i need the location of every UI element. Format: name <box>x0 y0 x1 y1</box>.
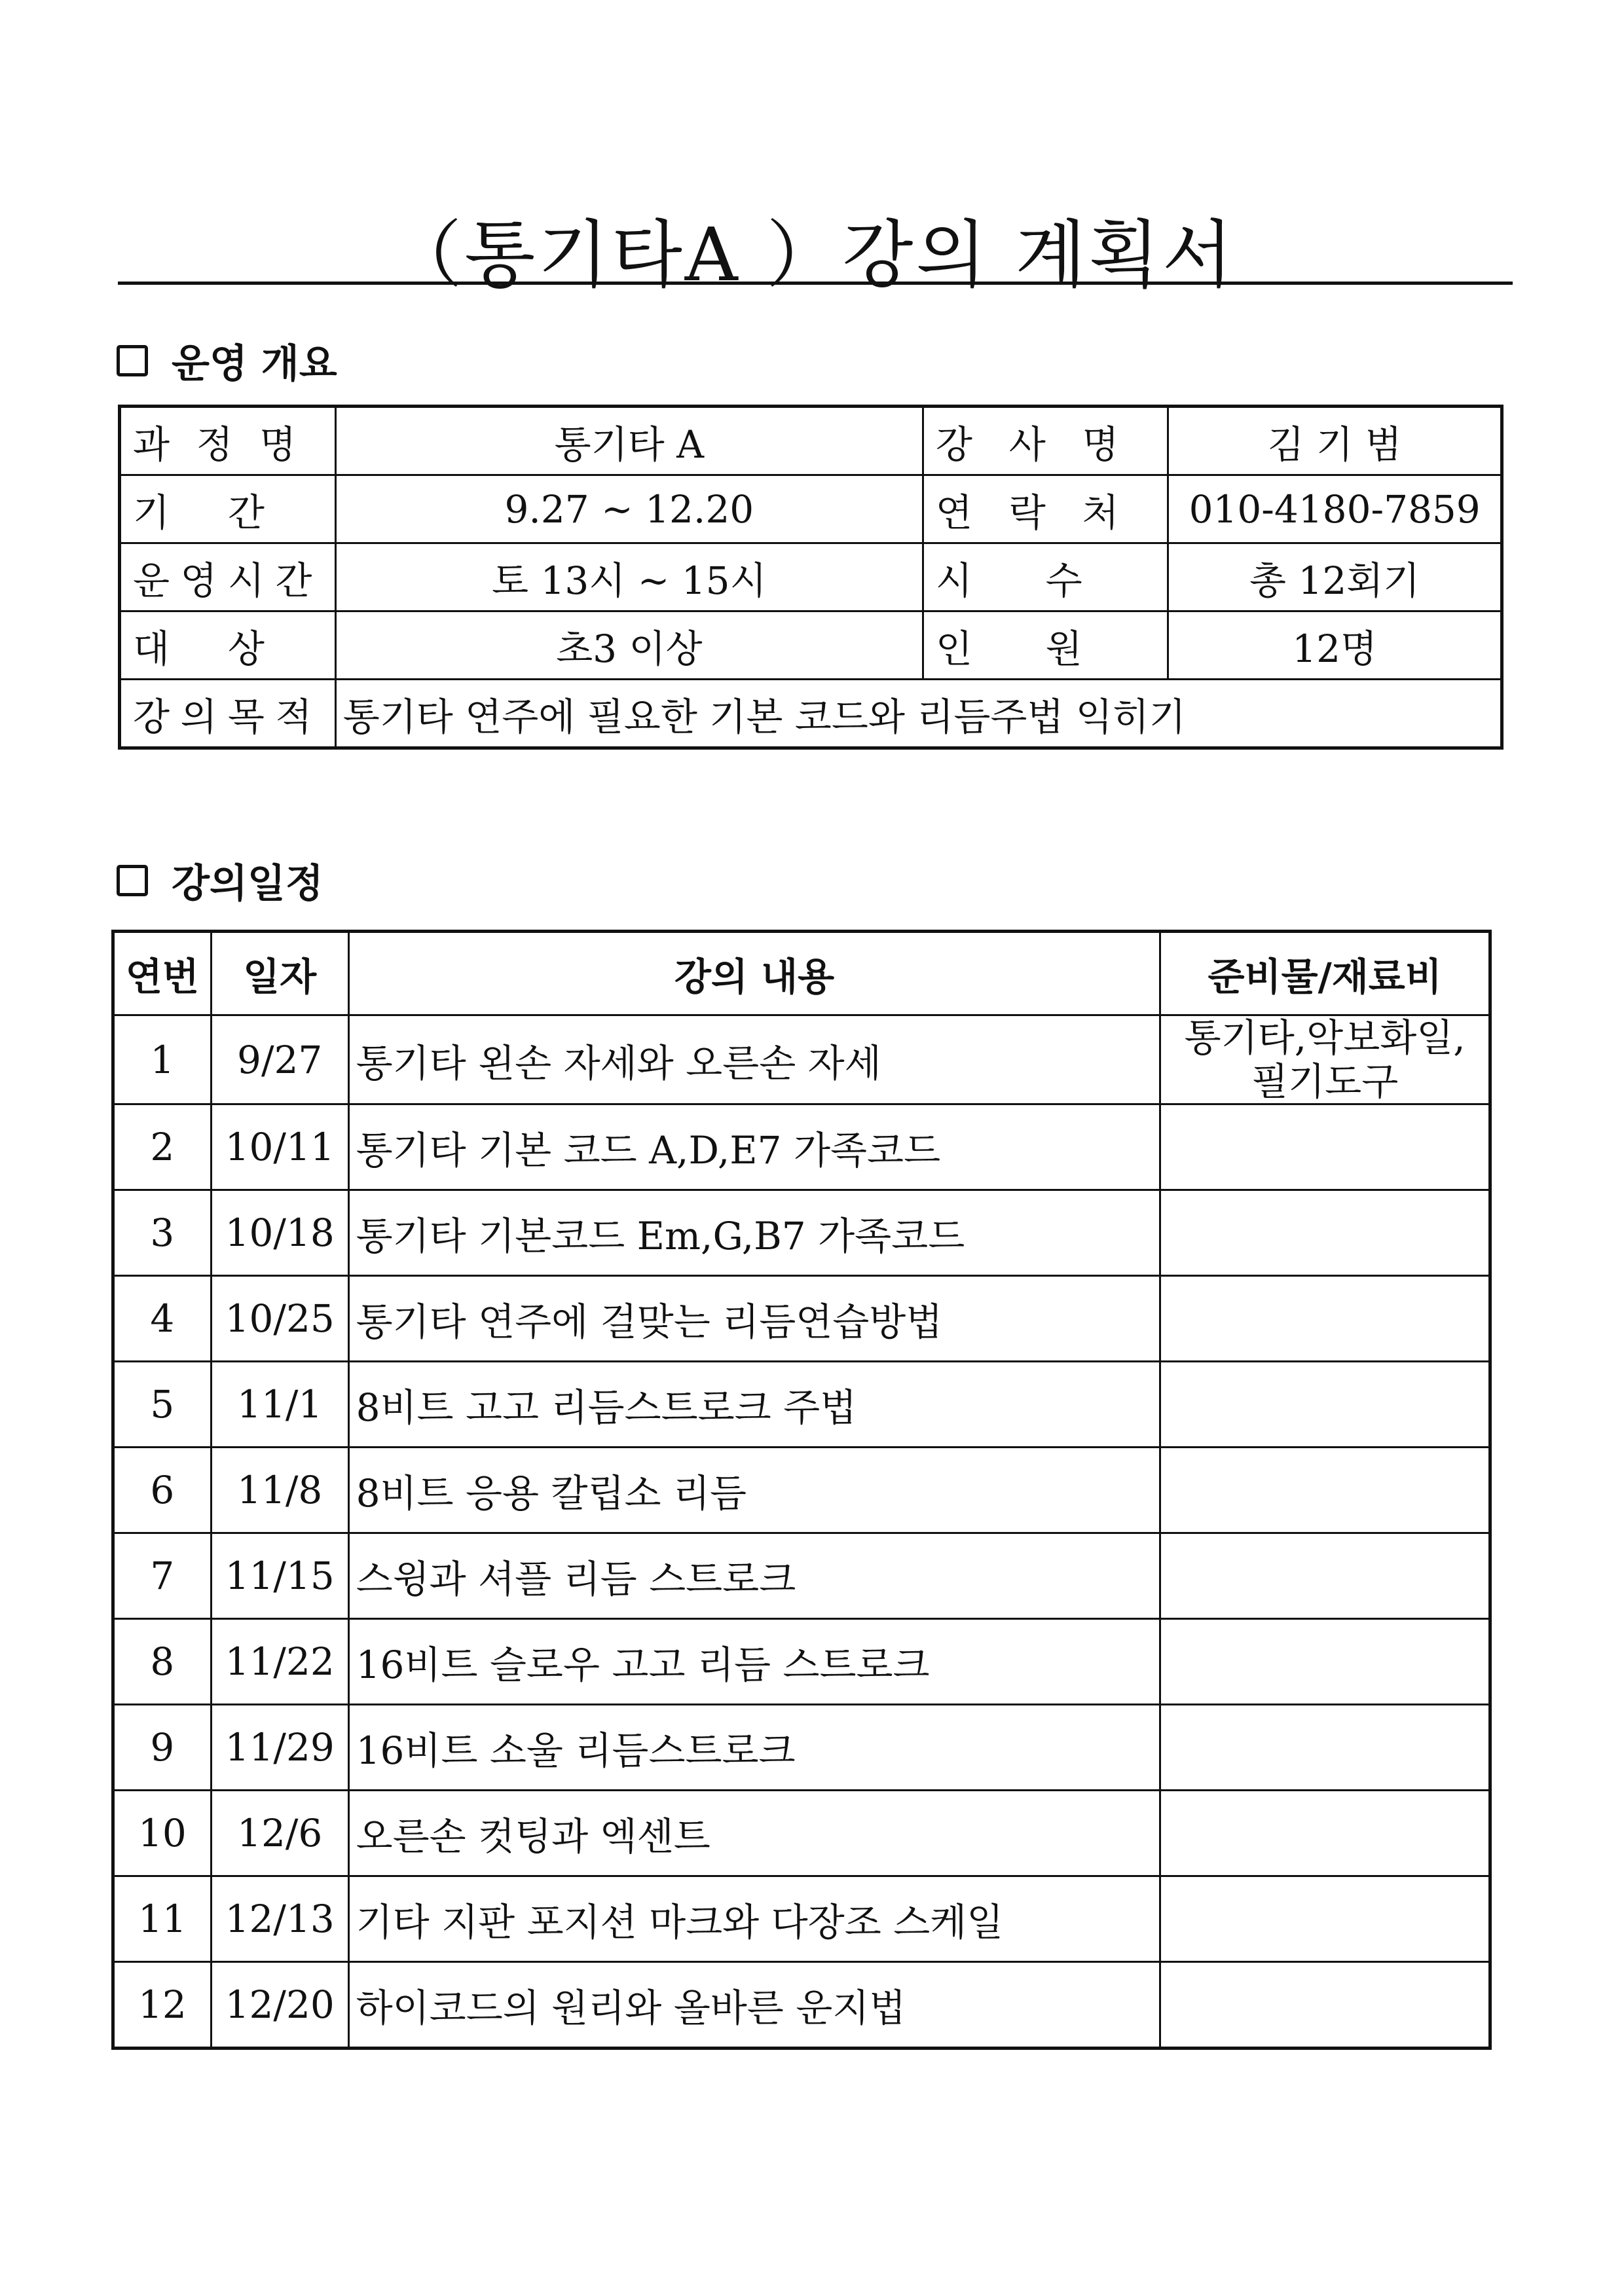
row-content: 8비트 고고 리듬스트로크 주법 <box>348 1362 1160 1448</box>
label-char: 간 <box>227 490 265 535</box>
row-content: 16비트 소울 리듬스트로크 <box>348 1705 1160 1791</box>
label-char: 운 <box>133 558 170 603</box>
overview-value: 총 12회기 <box>1168 543 1502 611</box>
goal-value: 통기타 연주에 필요한 기본 코드와 리듬주법 익히기 <box>335 680 1502 748</box>
row-date: 11/8 <box>211 1448 348 1533</box>
row-date: 10/18 <box>211 1190 348 1276</box>
label-char: 시 <box>935 558 972 603</box>
checkbox-icon <box>117 345 148 376</box>
table-row <box>113 1190 1490 1276</box>
row-number: 11 <box>113 1876 212 1962</box>
row-date: 12/20 <box>211 1962 348 2049</box>
overview-label <box>923 475 1168 543</box>
label-char: 사 <box>1008 422 1046 467</box>
table-row <box>113 1015 1490 1104</box>
row-content: 기타 지판 포지션 마크와 다장조 스케일 <box>348 1876 1160 1962</box>
header-date: 일자 <box>211 932 348 1015</box>
row-date: 11/15 <box>211 1533 348 1619</box>
header-content: 강의 내용 <box>348 932 1160 1015</box>
table-row <box>113 1876 1490 1962</box>
row-date: 12/6 <box>211 1791 348 1876</box>
label-char: 락 <box>1008 490 1046 535</box>
label-char: 영 <box>180 558 217 603</box>
overview-table <box>118 405 1504 750</box>
label-char: 명 <box>259 422 297 467</box>
overview-section-heading <box>117 333 337 389</box>
row-number: 12 <box>113 1962 212 2049</box>
row-content: 통기타 기본코드 Em,G,B7 가족코드 <box>348 1190 1160 1276</box>
row-number: 4 <box>113 1276 212 1362</box>
row-content: 스윙과 셔플 리듬 스트로크 <box>348 1533 1160 1619</box>
label-char: 정 <box>196 422 233 467</box>
schedule-header-row <box>113 932 1490 1015</box>
label-char: 기 <box>133 490 170 535</box>
overview-value: 9.27 ~ 12.20 <box>335 475 923 543</box>
overview-label <box>120 475 336 543</box>
row-content: 통기타 기본 코드 A,D,E7 가족코드 <box>348 1104 1160 1190</box>
row-content: 오른손 컷팅과 엑센트 <box>348 1791 1160 1876</box>
label-char: 상 <box>227 626 265 671</box>
label-char: 수 <box>1045 558 1082 603</box>
overview-row <box>120 475 1502 543</box>
label-char: 원 <box>1045 626 1082 671</box>
overview-label <box>923 543 1168 611</box>
overview-value: 010-4180-7859 <box>1168 475 1502 543</box>
label-char: 처 <box>1082 490 1119 535</box>
row-materials <box>1160 1362 1490 1448</box>
overview-goal-row <box>120 680 1502 748</box>
table-row <box>113 1619 1490 1705</box>
checkbox-icon <box>117 865 148 896</box>
row-materials <box>1160 1876 1490 1962</box>
label-char: 목 <box>227 694 265 739</box>
row-content: 8비트 응용 칼립소 리듬 <box>348 1448 1160 1533</box>
row-number: 1 <box>113 1015 212 1104</box>
overview-value: 12명 <box>1168 611 1502 680</box>
row-materials <box>1160 1276 1490 1362</box>
overview-label <box>923 407 1168 475</box>
row-date: 12/13 <box>211 1876 348 1962</box>
row-number: 7 <box>113 1533 212 1619</box>
table-row <box>113 1362 1490 1448</box>
schedule-table <box>111 930 1492 2050</box>
row-materials <box>1160 1962 1490 2049</box>
overview-value: 토 13시 ~ 15시 <box>335 543 923 611</box>
overview-label <box>120 543 336 611</box>
row-materials <box>1160 1104 1490 1190</box>
row-materials <box>1160 1705 1490 1791</box>
title-underline <box>118 282 1513 285</box>
overview-value: 김 기 범 <box>1168 407 1502 475</box>
table-row <box>113 1791 1490 1876</box>
overview-row <box>120 407 1502 475</box>
page-title: （통기타A ）강의 계획서 <box>388 213 1236 298</box>
row-materials <box>1160 1533 1490 1619</box>
table-row <box>113 1276 1490 1362</box>
goal-label <box>120 680 336 748</box>
label-char: 적 <box>275 694 312 739</box>
table-row <box>113 1533 1490 1619</box>
row-content: 하이코드의 원리와 올바른 운지법 <box>348 1962 1160 2049</box>
row-number: 6 <box>113 1448 212 1533</box>
schedule-heading-text: 강의일정 <box>172 861 323 907</box>
overview-row <box>120 543 1502 611</box>
row-number: 2 <box>113 1104 212 1190</box>
overview-label <box>120 611 336 680</box>
table-row <box>113 1104 1490 1190</box>
label-char: 간 <box>275 558 312 603</box>
row-content: 통기타 왼손 자세와 오른손 자세 <box>348 1015 1160 1104</box>
row-date: 11/1 <box>211 1362 348 1448</box>
label-char: 과 <box>133 422 170 467</box>
row-number: 5 <box>113 1362 212 1448</box>
table-row <box>113 1705 1490 1791</box>
row-number: 8 <box>113 1619 212 1705</box>
schedule-section-heading <box>117 852 323 909</box>
label-char: 인 <box>935 626 972 671</box>
label-char: 대 <box>133 626 170 671</box>
table-row <box>113 1448 1490 1533</box>
label-char: 명 <box>1082 422 1119 467</box>
row-materials <box>1160 1448 1490 1533</box>
label-char: 강 <box>133 694 170 739</box>
overview-heading-text: 운영 개요 <box>172 341 337 387</box>
row-materials <box>1160 1791 1490 1876</box>
label-char: 의 <box>180 694 217 739</box>
label-char: 연 <box>935 490 972 535</box>
overview-row <box>120 611 1502 680</box>
overview-value: 초3 이상 <box>335 611 923 680</box>
row-number: 9 <box>113 1705 212 1791</box>
row-materials: 통기타,악보화일, 필기도구 <box>1160 1015 1490 1104</box>
row-date: 10/25 <box>211 1276 348 1362</box>
row-materials <box>1160 1190 1490 1276</box>
row-date: 11/29 <box>211 1705 348 1791</box>
row-date: 11/22 <box>211 1619 348 1705</box>
overview-value: 통기타 A <box>335 407 923 475</box>
label-char: 강 <box>935 422 972 467</box>
header-materials: 준비물/재료비 <box>1160 932 1490 1015</box>
row-number: 10 <box>113 1791 212 1876</box>
table-row <box>113 1962 1490 2049</box>
label-char: 시 <box>227 558 265 603</box>
row-number: 3 <box>113 1190 212 1276</box>
row-date: 9/27 <box>211 1015 348 1104</box>
row-date: 10/11 <box>211 1104 348 1190</box>
row-content: 16비트 슬로우 고고 리듬 스트로크 <box>348 1619 1160 1705</box>
header-number: 연번 <box>113 932 212 1015</box>
row-content: 통기타 연주에 걸맞는 리듬연습방법 <box>348 1276 1160 1362</box>
row-materials <box>1160 1619 1490 1705</box>
overview-label <box>120 407 336 475</box>
overview-label <box>923 611 1168 680</box>
